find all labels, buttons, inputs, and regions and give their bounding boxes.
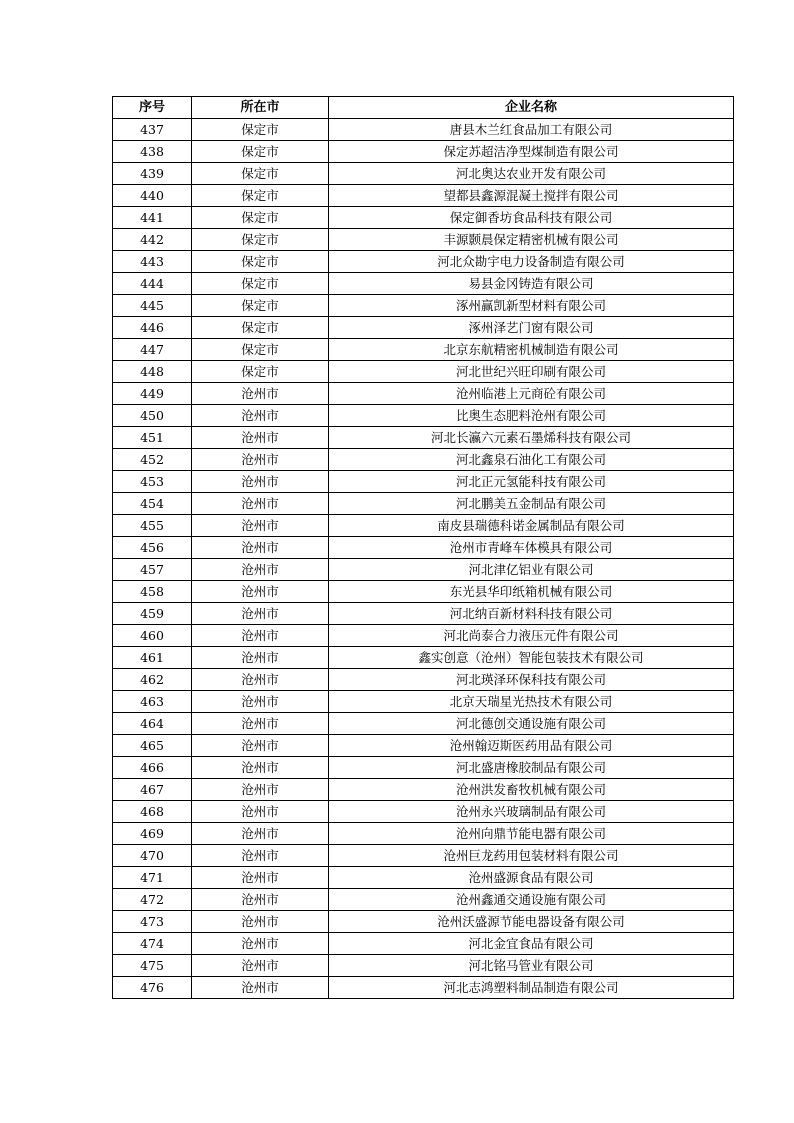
cell-company-name: 涿州泽艺门窗有限公司 <box>329 317 734 339</box>
cell-index: 458 <box>113 581 192 603</box>
table-row <box>113 515 734 537</box>
cell-index: 466 <box>113 757 192 779</box>
cell-company-name: 沧州巨龙药用包装材料有限公司 <box>329 845 734 867</box>
table-row <box>113 933 734 955</box>
cell-city: 沧州市 <box>192 427 329 449</box>
cell-company-name: 河北正元氢能科技有限公司 <box>329 471 734 493</box>
cell-index: 448 <box>113 361 192 383</box>
table-row <box>113 383 734 405</box>
cell-company-name: 沧州洪发畜牧机械有限公司 <box>329 779 734 801</box>
table-row <box>113 493 734 515</box>
table-body <box>113 119 734 999</box>
cell-city: 保定市 <box>192 207 329 229</box>
table-row <box>113 625 734 647</box>
cell-city: 保定市 <box>192 141 329 163</box>
cell-city: 沧州市 <box>192 471 329 493</box>
cell-index: 460 <box>113 625 192 647</box>
company-table <box>112 96 734 999</box>
table-row <box>113 603 734 625</box>
cell-city: 沧州市 <box>192 669 329 691</box>
cell-city: 沧州市 <box>192 801 329 823</box>
cell-index: 468 <box>113 801 192 823</box>
table-row <box>113 911 734 933</box>
cell-company-name: 南皮县瑞德科诺金属制品有限公司 <box>329 515 734 537</box>
cell-company-name: 河北奥达农业开发有限公司 <box>329 163 734 185</box>
cell-city: 沧州市 <box>192 911 329 933</box>
cell-city: 沧州市 <box>192 977 329 999</box>
table-row <box>113 119 734 141</box>
table-row <box>113 669 734 691</box>
table-row <box>113 317 734 339</box>
cell-company-name: 河北瑛泽环保科技有限公司 <box>329 669 734 691</box>
document-page <box>112 96 733 999</box>
table-row <box>113 471 734 493</box>
cell-city: 保定市 <box>192 251 329 273</box>
cell-index: 471 <box>113 867 192 889</box>
table-row <box>113 207 734 229</box>
header-city: 所在市 <box>192 97 329 119</box>
cell-company-name: 河北鹏美五金制品有限公司 <box>329 493 734 515</box>
cell-company-name: 河北德创交通设施有限公司 <box>329 713 734 735</box>
cell-index: 463 <box>113 691 192 713</box>
cell-index: 469 <box>113 823 192 845</box>
cell-company-name: 河北金宜食品有限公司 <box>329 933 734 955</box>
cell-index: 476 <box>113 977 192 999</box>
cell-city: 沧州市 <box>192 691 329 713</box>
cell-index: 457 <box>113 559 192 581</box>
cell-company-name: 河北铭马管业有限公司 <box>329 955 734 977</box>
cell-company-name: 比奥生态肥料沧州有限公司 <box>329 405 734 427</box>
cell-index: 456 <box>113 537 192 559</box>
table-row <box>113 141 734 163</box>
cell-city: 沧州市 <box>192 625 329 647</box>
cell-company-name: 东光县华印纸箱机械有限公司 <box>329 581 734 603</box>
table-row <box>113 647 734 669</box>
cell-index: 467 <box>113 779 192 801</box>
table-row <box>113 757 734 779</box>
cell-company-name: 河北志鸿塑料制品制造有限公司 <box>329 977 734 999</box>
cell-index: 453 <box>113 471 192 493</box>
cell-city: 保定市 <box>192 273 329 295</box>
table-row <box>113 339 734 361</box>
cell-city: 沧州市 <box>192 757 329 779</box>
cell-city: 沧州市 <box>192 779 329 801</box>
cell-city: 保定市 <box>192 185 329 207</box>
cell-index: 461 <box>113 647 192 669</box>
cell-index: 473 <box>113 911 192 933</box>
cell-index: 451 <box>113 427 192 449</box>
cell-company-name: 沧州永兴玻璃制品有限公司 <box>329 801 734 823</box>
cell-company-name: 沧州临港上元商砼有限公司 <box>329 383 734 405</box>
cell-city: 沧州市 <box>192 515 329 537</box>
cell-company-name: 河北世纪兴旺印刷有限公司 <box>329 361 734 383</box>
cell-company-name: 河北鑫泉石油化工有限公司 <box>329 449 734 471</box>
table-row <box>113 537 734 559</box>
cell-city: 沧州市 <box>192 713 329 735</box>
cell-index: 447 <box>113 339 192 361</box>
table-header-row <box>113 97 734 119</box>
header-company-name: 企业名称 <box>329 97 734 119</box>
cell-index: 462 <box>113 669 192 691</box>
table-row <box>113 845 734 867</box>
cell-index: 459 <box>113 603 192 625</box>
cell-company-name: 沧州鑫通交通设施有限公司 <box>329 889 734 911</box>
cell-index: 475 <box>113 955 192 977</box>
table-row <box>113 273 734 295</box>
cell-city: 沧州市 <box>192 889 329 911</box>
cell-city: 沧州市 <box>192 603 329 625</box>
cell-company-name: 河北众勘宇电力设备制造有限公司 <box>329 251 734 273</box>
cell-company-name: 河北尚泰合力液压元件有限公司 <box>329 625 734 647</box>
cell-city: 沧州市 <box>192 537 329 559</box>
cell-city: 沧州市 <box>192 867 329 889</box>
cell-city: 沧州市 <box>192 647 329 669</box>
cell-city: 保定市 <box>192 317 329 339</box>
cell-city: 保定市 <box>192 229 329 251</box>
header-index: 序号 <box>113 97 192 119</box>
cell-company-name: 易县金冈铸造有限公司 <box>329 273 734 295</box>
cell-index: 443 <box>113 251 192 273</box>
cell-index: 465 <box>113 735 192 757</box>
cell-index: 438 <box>113 141 192 163</box>
cell-company-name: 保定苏超洁净型煤制造有限公司 <box>329 141 734 163</box>
cell-index: 464 <box>113 713 192 735</box>
cell-index: 445 <box>113 295 192 317</box>
cell-city: 沧州市 <box>192 559 329 581</box>
table-row <box>113 559 734 581</box>
table-row <box>113 581 734 603</box>
cell-city: 沧州市 <box>192 405 329 427</box>
cell-index: 446 <box>113 317 192 339</box>
cell-index: 449 <box>113 383 192 405</box>
cell-index: 439 <box>113 163 192 185</box>
cell-city: 沧州市 <box>192 933 329 955</box>
cell-index: 470 <box>113 845 192 867</box>
cell-city: 沧州市 <box>192 735 329 757</box>
cell-index: 441 <box>113 207 192 229</box>
table-row <box>113 405 734 427</box>
table-row <box>113 977 734 999</box>
cell-city: 保定市 <box>192 339 329 361</box>
table-row <box>113 867 734 889</box>
cell-index: 474 <box>113 933 192 955</box>
table-row <box>113 185 734 207</box>
cell-company-name: 河北盛唐橡胶制品有限公司 <box>329 757 734 779</box>
cell-company-name: 沧州盛源食品有限公司 <box>329 867 734 889</box>
table-row <box>113 713 734 735</box>
cell-city: 沧州市 <box>192 493 329 515</box>
cell-company-name: 保定御香坊食品科技有限公司 <box>329 207 734 229</box>
cell-city: 沧州市 <box>192 383 329 405</box>
table-row <box>113 427 734 449</box>
cell-company-name: 河北津亿铝业有限公司 <box>329 559 734 581</box>
table-row <box>113 691 734 713</box>
table-row <box>113 823 734 845</box>
table-row <box>113 251 734 273</box>
cell-city: 沧州市 <box>192 955 329 977</box>
table-row <box>113 735 734 757</box>
cell-city: 沧州市 <box>192 581 329 603</box>
table-row <box>113 295 734 317</box>
cell-company-name: 北京天瑞星光热技术有限公司 <box>329 691 734 713</box>
cell-company-name: 唐县木兰红食品加工有限公司 <box>329 119 734 141</box>
cell-city: 保定市 <box>192 163 329 185</box>
cell-city: 沧州市 <box>192 823 329 845</box>
cell-index: 454 <box>113 493 192 515</box>
cell-city: 保定市 <box>192 361 329 383</box>
table-row <box>113 779 734 801</box>
table-row <box>113 801 734 823</box>
cell-company-name: 涿州赢凯新型材料有限公司 <box>329 295 734 317</box>
cell-company-name: 沧州沃盛源节能电器设备有限公司 <box>329 911 734 933</box>
cell-company-name: 望都县鑫源混凝土搅拌有限公司 <box>329 185 734 207</box>
cell-index: 455 <box>113 515 192 537</box>
cell-company-name: 沧州向鼎节能电器有限公司 <box>329 823 734 845</box>
cell-index: 452 <box>113 449 192 471</box>
table-row <box>113 449 734 471</box>
cell-city: 保定市 <box>192 295 329 317</box>
cell-company-name: 丰源颢晨保定精密机械有限公司 <box>329 229 734 251</box>
cell-index: 440 <box>113 185 192 207</box>
cell-city: 沧州市 <box>192 845 329 867</box>
cell-index: 472 <box>113 889 192 911</box>
table-row <box>113 361 734 383</box>
cell-company-name: 鑫实创意（沧州）智能包装技术有限公司 <box>329 647 734 669</box>
cell-company-name: 河北长瀛六元素石墨烯科技有限公司 <box>329 427 734 449</box>
cell-index: 444 <box>113 273 192 295</box>
cell-index: 450 <box>113 405 192 427</box>
cell-city: 保定市 <box>192 119 329 141</box>
cell-company-name: 北京东航精密机械制造有限公司 <box>329 339 734 361</box>
table-row <box>113 955 734 977</box>
cell-company-name: 沧州翰迈斯医药用品有限公司 <box>329 735 734 757</box>
table-row <box>113 889 734 911</box>
table-row <box>113 163 734 185</box>
cell-company-name: 河北纳百新材料科技有限公司 <box>329 603 734 625</box>
table-row <box>113 229 734 251</box>
cell-company-name: 沧州市青峰车体模具有限公司 <box>329 537 734 559</box>
cell-city: 沧州市 <box>192 449 329 471</box>
cell-index: 442 <box>113 229 192 251</box>
cell-index: 437 <box>113 119 192 141</box>
